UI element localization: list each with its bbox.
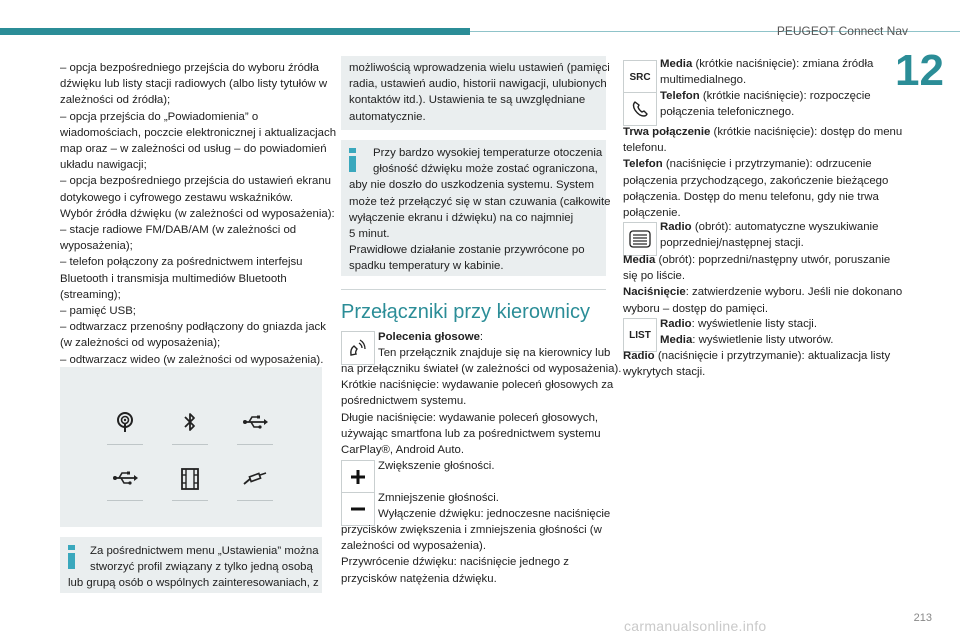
- text-line: głośność dźwięku może zostać ograniczona,: [373, 163, 598, 176]
- text-line: automatycznie.: [349, 110, 426, 123]
- text-fragment: (obrót): automatyczne wyszukiwanie: [691, 221, 879, 233]
- text-line: map oraz – w zależności od usług – do powiadomień: [60, 143, 327, 156]
- text-line: – opcja przejścia do „Powiadomienia” o: [60, 110, 259, 123]
- src-label: SRC: [629, 71, 651, 83]
- phone-icon: [623, 92, 657, 126]
- text-line: – opcja bezpośredniego przejścia do wyboru źródła: [60, 62, 319, 74]
- text-line: Wyłączenie dźwięku: jednoczesne naciśnięcie: [378, 508, 611, 521]
- text-line: Przy bardzo wysokiej temperaturze otoczenia: [373, 147, 603, 159]
- text-line: lub grupą osób o wspólnych zainteresowaniach, z: [68, 577, 319, 590]
- text-line: Krótkie naciśnięcie: wydawanie poleceń głosowych za: [341, 379, 614, 392]
- info-note-continued: [341, 56, 610, 130]
- voice-command-text: [341, 361, 622, 458]
- wheel-radio-text: [660, 219, 890, 251]
- usb-icon: [237, 403, 273, 445]
- voice-command-intro: [378, 329, 611, 361]
- list-text: [660, 316, 890, 348]
- phone-text: [660, 88, 890, 120]
- text-line: Zwiększenie głośności.: [378, 460, 495, 472]
- text-line: Ten przełącznik znajduje się na kierownicy lub: [378, 347, 611, 360]
- text-line: Prawidłowe działanie zostanie przywrócone po: [349, 244, 585, 257]
- text-line: – stacje radiowe FM/DAB/AM (w zależności od: [60, 224, 297, 237]
- list-button-icon: [623, 318, 657, 352]
- text-fragment: (obrót): poprzedni/następny utwór, poruszanie: [655, 254, 891, 266]
- thumbwheel-icon: [623, 222, 657, 256]
- text-line: połączenia telefonicznego.: [660, 106, 795, 119]
- chapter-number: 12: [895, 46, 944, 95]
- src-media-label: Media: [660, 58, 693, 70]
- list-long-press-text: [623, 348, 889, 380]
- text-fragment: (naciśnięcie i przytrzymanie): odrzucenie: [662, 158, 872, 171]
- text-line: wyposażenia);: [60, 240, 133, 253]
- text-line: dotykowego i cyfrowego zestawu wskaźników.: [60, 191, 293, 204]
- left-column-text: [60, 60, 337, 368]
- phone-long-press-label: Telefon: [623, 158, 663, 171]
- text-line: połączenia. Dostęp do menu telefonu, gdy nie trwa: [623, 190, 879, 203]
- text-line: zależności od źródła);: [60, 94, 171, 107]
- info-note-text: [349, 145, 611, 275]
- text-line: możliwością wprowadzenia wielu ustawień (pamięci: [349, 62, 610, 74]
- list-media-label: Media: [660, 334, 693, 347]
- text-line: używając smartfona lub za pośrednictwem systemu: [341, 427, 601, 440]
- text-line: przycisków natężenia dźwięku.: [341, 572, 497, 585]
- text-line: – pamięć USB;: [60, 305, 136, 318]
- text-fragment: (naciśnięcie i przytrzymanie): aktualizacja listy: [654, 350, 891, 362]
- text-line: zależności od wyposażenia).: [341, 540, 486, 553]
- text-line: telefonu.: [623, 142, 667, 155]
- text-line: przycisków zwiększenia i zmniejszenia głośności (w: [341, 524, 602, 536]
- text-line: może też przełączyć się w stan czuwania (całkowite: [349, 195, 611, 208]
- text-line: dźwięku lub listy stacji radiowych (albo listy tytułów w: [60, 78, 328, 91]
- src-text: [660, 56, 890, 88]
- volume-up-text: [378, 458, 608, 474]
- text-line: Przywrócenie dźwięku: naciśnięcie jednego z: [341, 556, 569, 569]
- watermark: carmanualsonline.info: [624, 618, 767, 634]
- text-line: wykrytych stacji.: [623, 366, 706, 379]
- voice-command-colon: :: [479, 331, 484, 343]
- text-line: połączenie.: [623, 207, 681, 220]
- wheel-media-label: Media: [623, 254, 656, 266]
- video-icon: [172, 459, 208, 501]
- text-line: (w zależności od wyposażenia);: [60, 337, 221, 350]
- voice-command-heading: Polecenia głosowe: [378, 331, 480, 343]
- text-line: wiadomościach, poczcie elektronicznej i aktualizacjach: [60, 126, 337, 139]
- voice-command-button-icon: [341, 331, 375, 365]
- text-line: radia, ustawień audio, historii nawigacji, ulubionych: [349, 78, 607, 91]
- jack-icon: [237, 459, 273, 501]
- page-number: 213: [913, 612, 932, 624]
- section-divider: [341, 289, 606, 290]
- text-line: pośrednictwem systemu.: [341, 395, 467, 408]
- press-label: Naciśnięcie: [623, 286, 686, 299]
- text-line: multimedialnego.: [660, 74, 747, 87]
- phone-label: Telefon: [660, 90, 700, 102]
- text-line: Wybór źródła dźwięku (w zależności od wyposażenia):: [60, 207, 335, 220]
- wheel-details-text: [623, 252, 903, 317]
- text-line: Zmniejszenie głośności.: [378, 492, 499, 504]
- text-fragment: : zatwierdzenie wyboru. Jeśli nie dokonano: [685, 286, 903, 299]
- text-line: spadku temperatury w kabinie.: [349, 260, 504, 273]
- text-line: połączenia przychodzącego, zakończenie bieżącego: [623, 174, 889, 187]
- call-in-progress-label: Trwa połączenie: [623, 126, 711, 138]
- text-line: Bluetooth i transmisja multimediów Bluetooth: [60, 272, 287, 285]
- list-label: LIST: [629, 329, 651, 341]
- info-note-text: [68, 543, 318, 592]
- src-button-icon: [623, 60, 657, 94]
- text-line: 5 minut.: [349, 228, 390, 241]
- list-long-radio-label: Radio: [623, 350, 655, 362]
- text-fragment: (krótkie naciśnięcie): rozpoczęcie: [699, 90, 871, 102]
- text-line: CarPlay®, Android Auto.: [341, 444, 464, 457]
- text-line: – odtwarzacz przenośny podłączony do gniazda jack: [60, 321, 326, 334]
- section-title: Przełączniki przy kierownicy: [341, 301, 590, 323]
- volume-down-intro: [378, 490, 611, 522]
- wheel-radio-label: Radio: [660, 221, 692, 233]
- info-note-text: [349, 60, 610, 125]
- volume-up-icon: [341, 460, 375, 494]
- radio-icon: [107, 403, 143, 445]
- text-line: Za pośrednictwem menu „Ustawienia” można: [90, 545, 319, 557]
- text-line: układu nawigacji;: [60, 159, 147, 172]
- text-fragment: : wyświetlenie listy stacji.: [691, 318, 817, 330]
- text-line: wyłączenie ekranu i dźwięku) na co najmniej: [349, 211, 574, 224]
- text-fragment: (krótkie naciśnięcie): dostęp do menu: [710, 126, 903, 138]
- text-line: – opcja bezpośredniego przejścia do ustawień ekranu: [60, 175, 332, 188]
- info-note-profile: [60, 537, 322, 593]
- header-accent-bar: [0, 28, 470, 35]
- bluetooth-icon: [172, 403, 208, 445]
- text-line: aby nie doszło do uszkodzenia systemu. System: [349, 179, 595, 192]
- text-fragment: : wyświetlenie listy utworów.: [692, 334, 834, 347]
- text-line: – telefon połączony za pośrednictwem interfejsu: [60, 256, 303, 269]
- text-line: kontaktów itd.). Ustawienia te są uwzględniane: [349, 94, 586, 107]
- text-line: – odtwarzacz wideo (w zależności od wyposażenia).: [60, 353, 324, 366]
- volume-down-text: [341, 522, 607, 587]
- text-line: się po liście.: [623, 270, 686, 283]
- volume-down-icon: [341, 492, 375, 526]
- list-radio-label: Radio: [660, 318, 692, 330]
- phone-details-text: [623, 124, 903, 221]
- text-line: poprzedniej/następnej stacji.: [660, 237, 804, 250]
- text-line: Długie naciśnięcie: wydawanie poleceń głosowych,: [341, 411, 599, 424]
- header-title: PEUGEOT Connect Nav: [776, 24, 908, 38]
- text-line: (streaming);: [60, 288, 121, 301]
- info-note-temperature: [341, 140, 611, 276]
- text-line: na przełączniku świateł (w zależności od wyposażenia).: [341, 363, 622, 375]
- text-line: wyboru – dostęp do pamięci.: [623, 302, 768, 315]
- media-source-panel: [60, 367, 322, 527]
- usb-icon: [107, 459, 143, 501]
- text-line: stworzyć profil związany z tylko jedną osobą: [90, 561, 313, 574]
- text-fragment: (krótkie naciśnięcie): zmiana źródła: [692, 58, 874, 70]
